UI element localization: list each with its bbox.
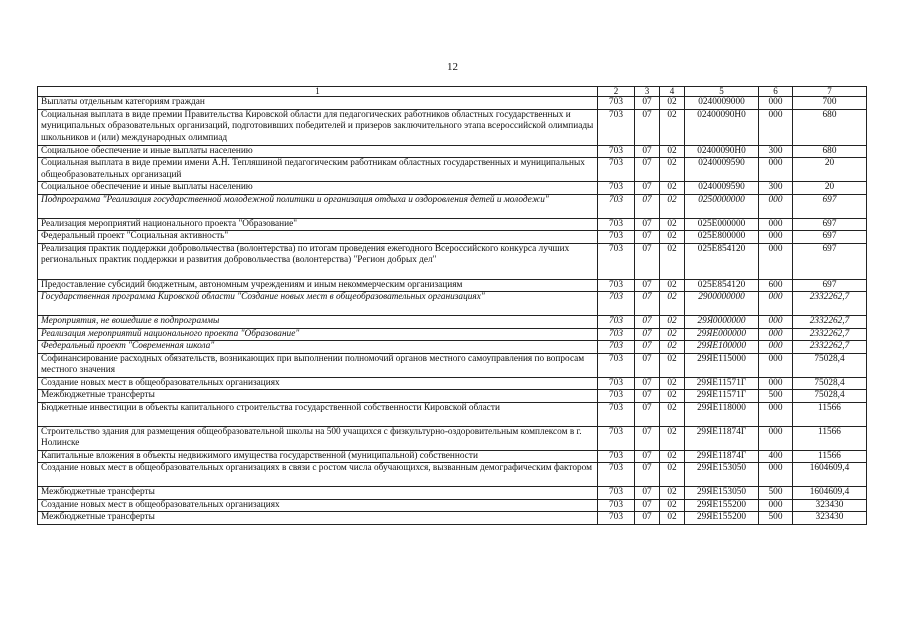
table-row — [38, 231, 867, 244]
subsection-cell: 02 — [660, 328, 685, 341]
subsection-cell: 02 — [660, 218, 685, 231]
table-row — [38, 109, 867, 145]
row-name-cell: Межбюджетные трансферты — [38, 487, 598, 500]
row-name-cell: Софинансирование расходных обязательств, возникающих при выполнении полномочий органов местного самоуправления по вопросам местного значения — [38, 353, 598, 377]
expense-type-cell: 000 — [759, 463, 793, 487]
code-cell: 703 — [598, 292, 635, 316]
row-name-cell: Подпрограмма "Реализация государственной молодежной политики и организация отдыха и оздоровления детей и молодежи" — [38, 194, 598, 218]
section-cell: 07 — [635, 316, 660, 329]
target-article-cell: 29ЯЕ115000 — [685, 353, 759, 377]
amount-cell: 323430 — [793, 499, 867, 512]
column-header: 7 — [793, 87, 867, 97]
amount-cell: 20 — [793, 158, 867, 182]
code-cell: 703 — [598, 353, 635, 377]
row-name-cell: Федеральный проект "Социальная активность" — [38, 231, 598, 244]
code-cell: 703 — [598, 97, 635, 110]
target-article-cell: 02400090Н0 — [685, 145, 759, 158]
target-article-cell: 0240009590 — [685, 158, 759, 182]
table-row — [38, 426, 867, 450]
expense-type-cell: 600 — [759, 279, 793, 292]
expense-type-cell: 300 — [759, 145, 793, 158]
row-name-cell: Бюджетные инвестиции в объекты капитального строительства государственной собственности Кировской области — [38, 402, 598, 426]
code-cell: 703 — [598, 402, 635, 426]
table-row — [38, 377, 867, 390]
table-row — [38, 463, 867, 487]
section-cell: 07 — [635, 328, 660, 341]
subsection-cell: 02 — [660, 316, 685, 329]
section-cell: 07 — [635, 487, 660, 500]
target-article-cell: 0250000000 — [685, 194, 759, 218]
column-header: 2 — [598, 87, 635, 97]
table-row — [38, 292, 867, 316]
table-row — [38, 182, 867, 195]
expense-type-cell: 300 — [759, 182, 793, 195]
row-name-cell: Реализация мероприятий национального проекта "Образование" — [38, 218, 598, 231]
target-article-cell: 29Я0000000 — [685, 316, 759, 329]
table-row — [38, 402, 867, 426]
expense-type-cell: 000 — [759, 243, 793, 279]
expense-type-cell: 500 — [759, 487, 793, 500]
amount-cell: 11566 — [793, 426, 867, 450]
subsection-cell: 02 — [660, 512, 685, 525]
subsection-cell: 02 — [660, 402, 685, 426]
code-cell: 703 — [598, 463, 635, 487]
amount-cell: 697 — [793, 218, 867, 231]
subsection-cell: 02 — [660, 463, 685, 487]
target-article-cell: 29ЯЕ153050 — [685, 487, 759, 500]
code-cell: 703 — [598, 243, 635, 279]
section-cell: 07 — [635, 402, 660, 426]
target-article-cell: 0240009590 — [685, 182, 759, 195]
table-row — [38, 279, 867, 292]
expense-type-cell: 000 — [759, 377, 793, 390]
amount-cell: 1604609,4 — [793, 487, 867, 500]
expense-type-cell: 000 — [759, 426, 793, 450]
section-cell: 07 — [635, 194, 660, 218]
amount-cell: 697 — [793, 231, 867, 244]
target-article-cell: 29ЯЕ000000 — [685, 328, 759, 341]
row-name-cell: Мероприятия, не вошедшие в подпрограммы — [38, 316, 598, 329]
amount-cell: 697 — [793, 194, 867, 218]
table-header-row — [38, 87, 867, 97]
row-name-cell: Межбюджетные трансферты — [38, 390, 598, 403]
code-cell: 703 — [598, 426, 635, 450]
expense-type-cell: 500 — [759, 512, 793, 525]
table-row — [38, 145, 867, 158]
code-cell: 703 — [598, 341, 635, 354]
expense-type-cell: 000 — [759, 328, 793, 341]
subsection-cell: 02 — [660, 450, 685, 463]
target-article-cell: 29ЯЕ11874Г — [685, 426, 759, 450]
amount-cell: 2332262,7 — [793, 316, 867, 329]
column-header: 1 — [38, 87, 598, 97]
section-cell: 07 — [635, 341, 660, 354]
amount-cell: 680 — [793, 109, 867, 145]
target-article-cell: 29ЯЕ11571Г — [685, 377, 759, 390]
subsection-cell: 02 — [660, 97, 685, 110]
subsection-cell: 02 — [660, 377, 685, 390]
section-cell: 07 — [635, 292, 660, 316]
amount-cell: 700 — [793, 97, 867, 110]
code-cell: 703 — [598, 182, 635, 195]
column-header: 6 — [759, 87, 793, 97]
section-cell: 07 — [635, 463, 660, 487]
row-name-cell: Строительство здания для размещения общеобразовательной школы на 500 учащихся с физкультурно-оздоровительным комплексом в г. Нолинске — [38, 426, 598, 450]
expense-type-cell: 000 — [759, 316, 793, 329]
expense-type-cell: 500 — [759, 390, 793, 403]
expense-type-cell: 000 — [759, 353, 793, 377]
code-cell: 703 — [598, 158, 635, 182]
table-row — [38, 97, 867, 110]
code-cell: 703 — [598, 145, 635, 158]
subsection-cell: 02 — [660, 145, 685, 158]
target-article-cell: 29ЯЕ155200 — [685, 512, 759, 525]
section-cell: 07 — [635, 279, 660, 292]
code-cell: 703 — [598, 316, 635, 329]
section-cell: 07 — [635, 377, 660, 390]
section-cell: 07 — [635, 450, 660, 463]
section-cell: 07 — [635, 218, 660, 231]
row-name-cell: Капитальные вложения в объекты недвижимого имущества государственной (муниципальной) собственности — [38, 450, 598, 463]
subsection-cell: 02 — [660, 292, 685, 316]
target-article-cell: 29ЯЕ118000 — [685, 402, 759, 426]
expense-type-cell: 000 — [759, 499, 793, 512]
amount-cell: 2332262,7 — [793, 292, 867, 316]
expense-type-cell: 000 — [759, 109, 793, 145]
amount-cell: 11566 — [793, 450, 867, 463]
row-name-cell: Создание новых мест в общеобразовательных организациях — [38, 377, 598, 390]
row-name-cell: Социальная выплата в виде премии Правительства Кировской области для педагогических работников областных государственных и муниципальных образовательных организаций, подготовивших победителей и призеров заключительного этапа всероссийской олимпиады школьников и (или) международных олимпиад — [38, 109, 598, 145]
amount-cell: 75028,4 — [793, 390, 867, 403]
subsection-cell: 02 — [660, 194, 685, 218]
section-cell: 07 — [635, 390, 660, 403]
code-cell: 703 — [598, 328, 635, 341]
column-header: 3 — [635, 87, 660, 97]
section-cell: 07 — [635, 243, 660, 279]
expense-type-cell: 000 — [759, 402, 793, 426]
amount-cell: 680 — [793, 145, 867, 158]
target-article-cell: 29ЯЕ153050 — [685, 463, 759, 487]
table-row — [38, 194, 867, 218]
subsection-cell: 02 — [660, 390, 685, 403]
subsection-cell: 02 — [660, 158, 685, 182]
target-article-cell: 025Е000000 — [685, 218, 759, 231]
page-number: 12 — [447, 61, 458, 73]
table-row — [38, 158, 867, 182]
subsection-cell: 02 — [660, 279, 685, 292]
target-article-cell: 025Е854120 — [685, 279, 759, 292]
code-cell: 703 — [598, 218, 635, 231]
row-name-cell: Государственная программа Кировской области "Создание новых мест в общеобразовательных организациях" — [38, 292, 598, 316]
section-cell: 07 — [635, 158, 660, 182]
target-article-cell: 025Е854120 — [685, 243, 759, 279]
row-name-cell: Реализация мероприятий национального проекта "Образование" — [38, 328, 598, 341]
table-row — [38, 328, 867, 341]
subsection-cell: 02 — [660, 426, 685, 450]
amount-cell: 1604609,4 — [793, 463, 867, 487]
section-cell: 07 — [635, 231, 660, 244]
table-row — [38, 218, 867, 231]
target-article-cell: 29ЯЕ11571Г — [685, 390, 759, 403]
amount-cell: 2332262,7 — [793, 341, 867, 354]
table-row — [38, 450, 867, 463]
subsection-cell: 02 — [660, 341, 685, 354]
row-name-cell: Межбюджетные трансферты — [38, 512, 598, 525]
section-cell: 07 — [635, 499, 660, 512]
subsection-cell: 02 — [660, 182, 685, 195]
target-article-cell: 29ЯЕ155200 — [685, 499, 759, 512]
subsection-cell: 02 — [660, 243, 685, 279]
table-row — [38, 341, 867, 354]
amount-cell: 11566 — [793, 402, 867, 426]
subsection-cell: 02 — [660, 353, 685, 377]
expense-type-cell: 000 — [759, 97, 793, 110]
section-cell: 07 — [635, 353, 660, 377]
subsection-cell: 02 — [660, 231, 685, 244]
code-cell: 703 — [598, 194, 635, 218]
expense-type-cell: 000 — [759, 341, 793, 354]
code-cell: 703 — [598, 109, 635, 145]
section-cell: 07 — [635, 109, 660, 145]
amount-cell: 697 — [793, 243, 867, 279]
code-cell: 703 — [598, 377, 635, 390]
subsection-cell: 02 — [660, 499, 685, 512]
amount-cell: 697 — [793, 279, 867, 292]
code-cell: 703 — [598, 487, 635, 500]
table-row — [38, 487, 867, 500]
amount-cell: 2332262,7 — [793, 328, 867, 341]
subsection-cell: 02 — [660, 109, 685, 145]
column-header: 4 — [660, 87, 685, 97]
section-cell: 07 — [635, 426, 660, 450]
target-article-cell: 29ЯЕ100000 — [685, 341, 759, 354]
expense-type-cell: 000 — [759, 158, 793, 182]
expense-type-cell: 000 — [759, 218, 793, 231]
expense-type-cell: 400 — [759, 450, 793, 463]
budget-table — [37, 86, 867, 525]
code-cell: 703 — [598, 450, 635, 463]
table-row — [38, 243, 867, 279]
section-cell: 07 — [635, 97, 660, 110]
section-cell: 07 — [635, 512, 660, 525]
section-cell: 07 — [635, 182, 660, 195]
table-row — [38, 512, 867, 525]
target-article-cell: 025Е800000 — [685, 231, 759, 244]
row-name-cell: Предоставление субсидий бюджетным, автономным учреждениям и иным некоммерческим организациям — [38, 279, 598, 292]
expense-type-cell: 000 — [759, 292, 793, 316]
table-row — [38, 316, 867, 329]
table-row — [38, 390, 867, 403]
column-header: 5 — [685, 87, 759, 97]
row-name-cell: Социальное обеспечение и иные выплаты населению — [38, 182, 598, 195]
subsection-cell: 02 — [660, 487, 685, 500]
target-article-cell: 02400090Н0 — [685, 109, 759, 145]
row-name-cell: Выплаты отдельным категориям граждан — [38, 97, 598, 110]
code-cell: 703 — [598, 499, 635, 512]
target-article-cell: 29ЯЕ11874Г — [685, 450, 759, 463]
row-name-cell: Создание новых мест в общеобразовательных организациях — [38, 499, 598, 512]
row-name-cell: Реализация практик поддержки добровольчества (волонтерства) по итогам проведения ежегодного Всероссийского конкурса лучших региональных практик поддержки и развития добровольчества (волонтерства) "Регион добрых дел" — [38, 243, 598, 279]
amount-cell: 75028,4 — [793, 353, 867, 377]
target-article-cell: 0240009000 — [685, 97, 759, 110]
section-cell: 07 — [635, 145, 660, 158]
row-name-cell: Социальная выплата в виде премии имени А.Н. Тепляшиной педагогическим работникам областных государственных и муниципальных общеобразовательных организаций — [38, 158, 598, 182]
code-cell: 703 — [598, 390, 635, 403]
row-name-cell: Федеральный проект "Современная школа" — [38, 341, 598, 354]
expense-type-cell: 000 — [759, 194, 793, 218]
amount-cell: 20 — [793, 182, 867, 195]
table-row — [38, 499, 867, 512]
amount-cell: 75028,4 — [793, 377, 867, 390]
target-article-cell: 2900000000 — [685, 292, 759, 316]
code-cell: 703 — [598, 231, 635, 244]
code-cell: 703 — [598, 512, 635, 525]
table-body — [38, 97, 867, 525]
row-name-cell: Социальное обеспечение и иные выплаты населению — [38, 145, 598, 158]
expense-type-cell: 000 — [759, 231, 793, 244]
table-row — [38, 353, 867, 377]
amount-cell: 323430 — [793, 512, 867, 525]
code-cell: 703 — [598, 279, 635, 292]
row-name-cell: Создание новых мест в общеобразовательных организациях в связи с ростом числа обучающихся, вызванным демографическим фактором — [38, 463, 598, 487]
